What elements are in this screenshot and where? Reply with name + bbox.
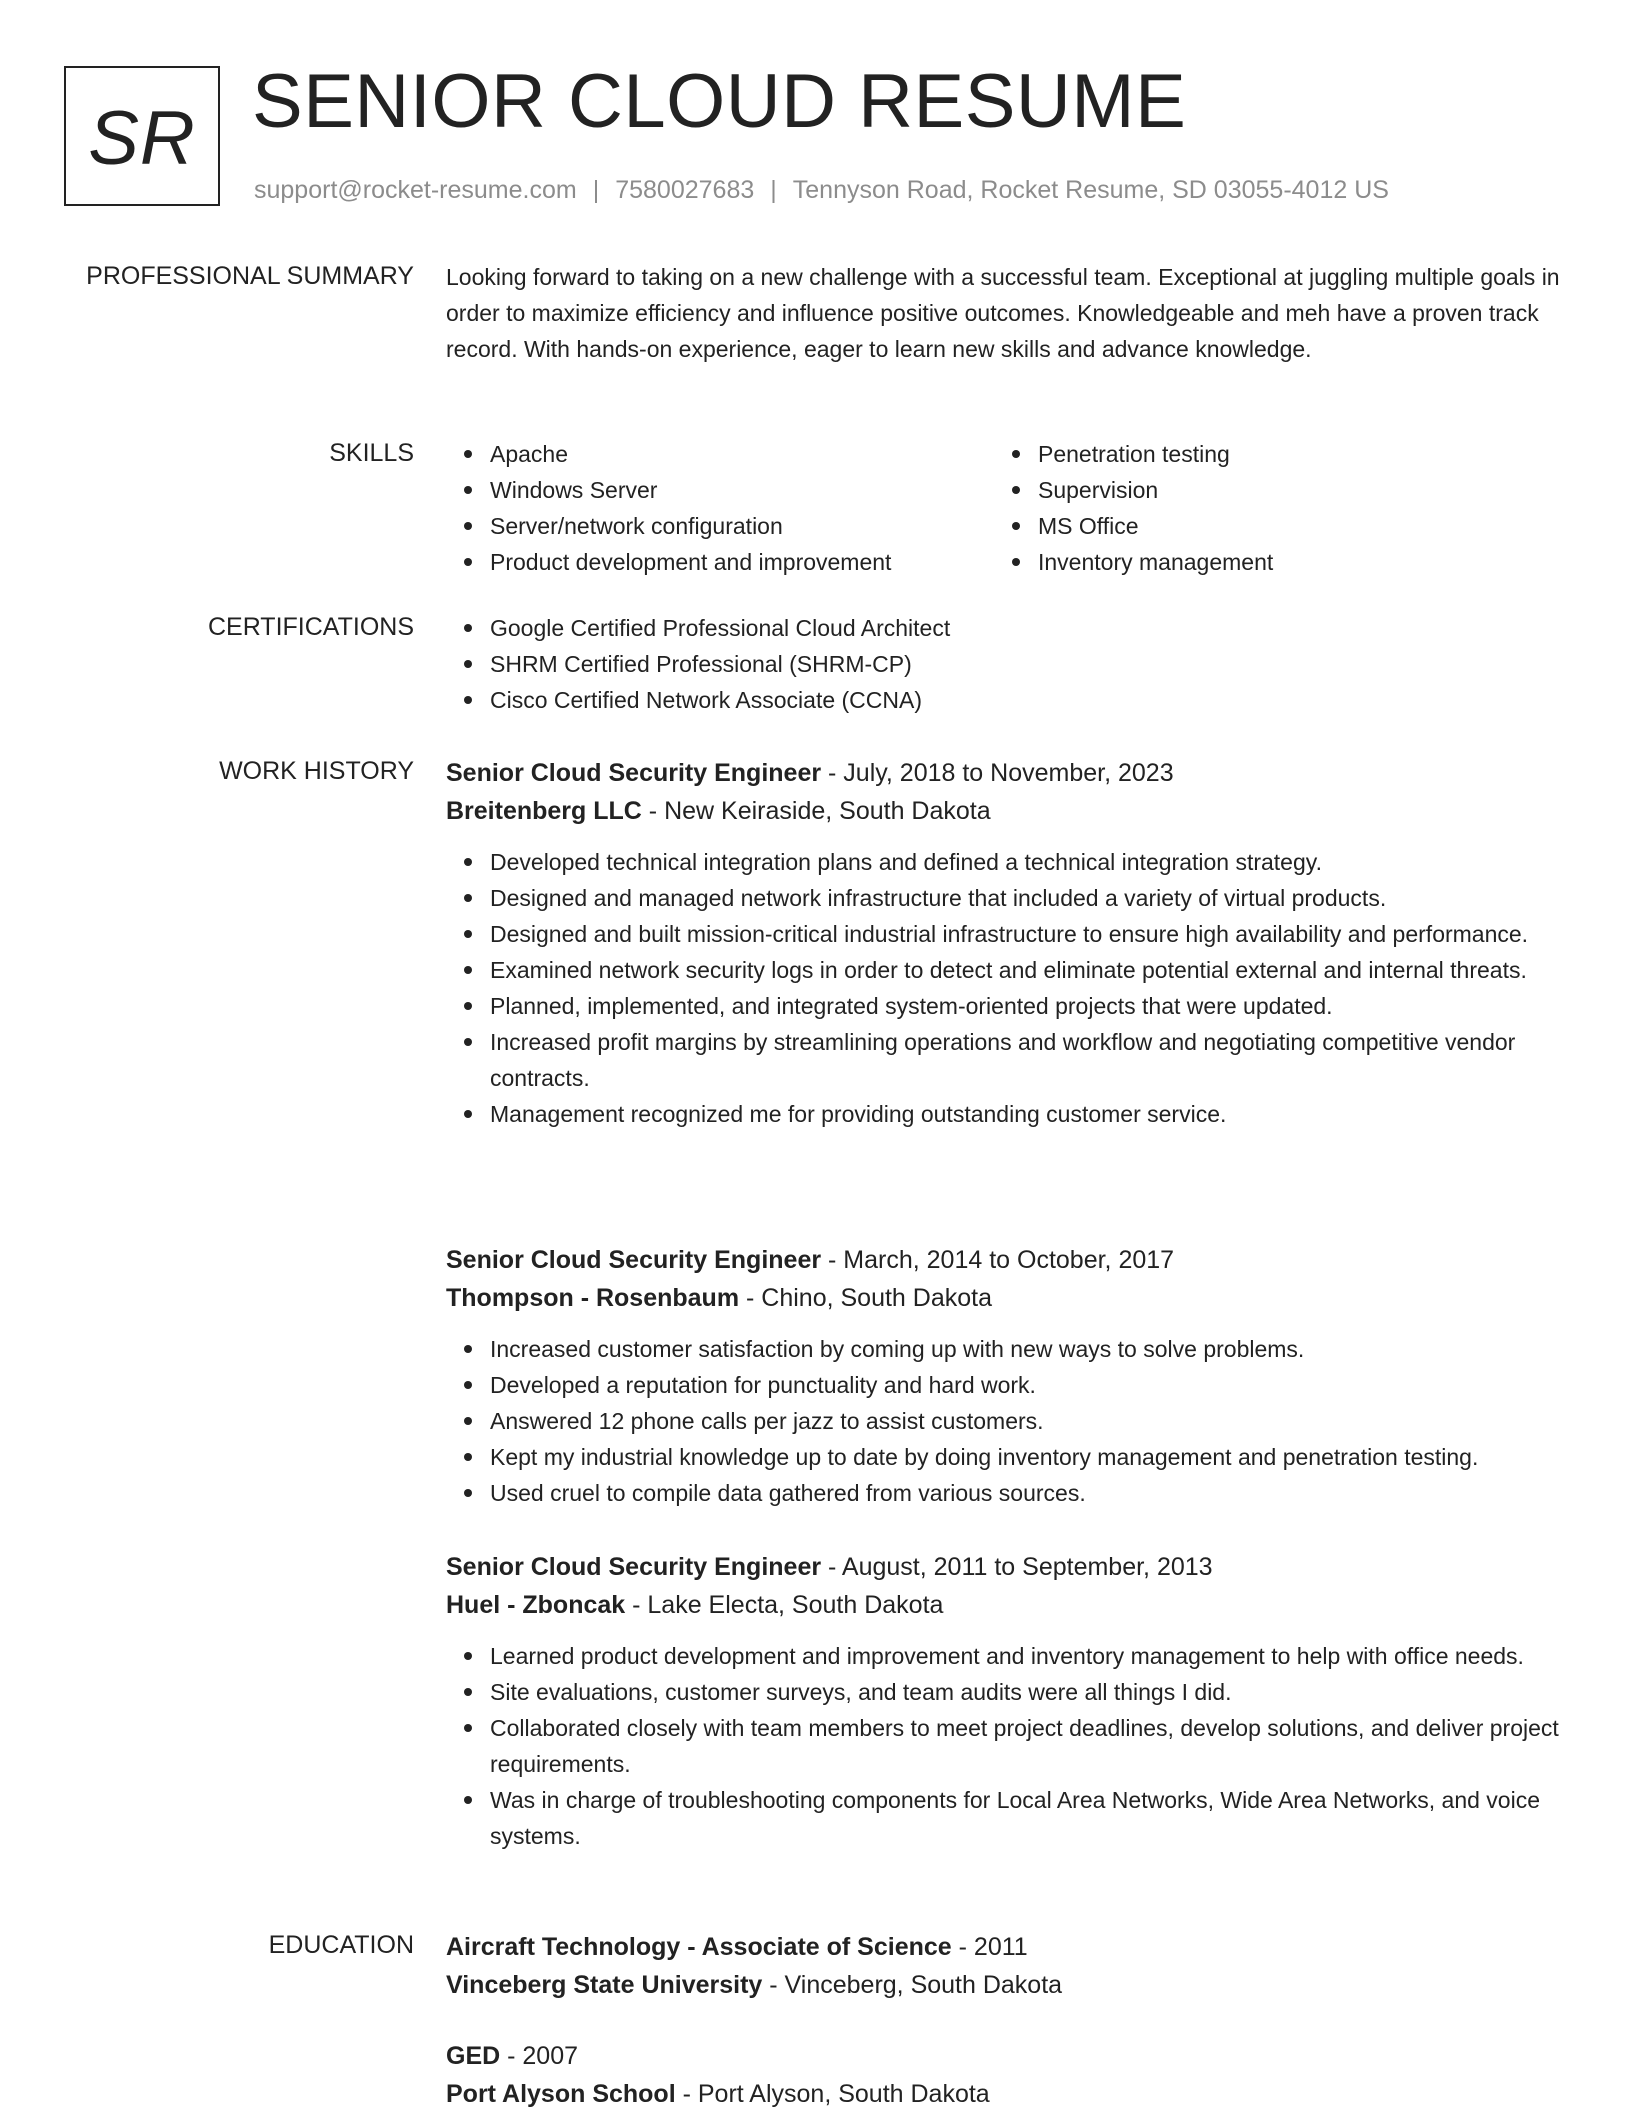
list-item: Supervision bbox=[1038, 472, 1542, 508]
list-item: SHRM Certified Professional (SHRM-CP) bbox=[490, 646, 1566, 682]
list-item: Management recognized me for providing outstanding customer service. bbox=[490, 1096, 1566, 1132]
contact-phone: 7580027683 bbox=[615, 176, 755, 204]
list-item: Site evaluations, customer surveys, and team audits were all things I did. bbox=[490, 1674, 1566, 1710]
contact-separator: | bbox=[592, 176, 600, 204]
summary-label: PROFESSIONAL SUMMARY bbox=[86, 262, 414, 290]
list-item: Apache bbox=[490, 436, 994, 472]
education-degree-line bbox=[446, 1928, 1566, 1966]
list-item: Learned product development and improvement and inventory management to help with office needs. bbox=[490, 1638, 1566, 1674]
skills-label: SKILLS bbox=[329, 439, 414, 467]
education-year: - 2007 bbox=[500, 2042, 579, 2070]
list-item: Planned, implemented, and integrated system-oriented projects that were updated. bbox=[490, 988, 1566, 1024]
education-degree: Aircraft Technology - Associate of Science bbox=[446, 1933, 952, 1961]
job-dates: - August, 2011 to September, 2013 bbox=[821, 1553, 1213, 1581]
list-item: Developed technical integration plans and defined a technical integration strategy. bbox=[490, 844, 1566, 880]
list-item: Increased customer satisfaction by coming up with new ways to solve problems. bbox=[490, 1331, 1566, 1367]
contact-email: support@rocket-resume.com bbox=[254, 176, 577, 204]
list-item: Penetration testing bbox=[1038, 436, 1542, 472]
education-location: - Port Alyson, South Dakota bbox=[675, 2080, 990, 2108]
job-title: Senior Cloud Security Engineer bbox=[446, 1553, 822, 1581]
job-duties-list bbox=[446, 844, 1566, 1132]
list-item: Increased profit margins by streamlining operations and workflow and negotiating competitive vendor contracts. bbox=[490, 1024, 1566, 1096]
job-company-line bbox=[446, 1586, 1566, 1624]
contact-line bbox=[254, 174, 1389, 206]
job-duties-list bbox=[446, 1638, 1566, 1854]
list-item: Used cruel to compile data gathered from various sources. bbox=[490, 1475, 1566, 1511]
monogram-initials: SR bbox=[88, 95, 196, 181]
list-item: Server/network configuration bbox=[490, 508, 994, 544]
job-duties-list bbox=[446, 1331, 1566, 1511]
summary-body bbox=[446, 259, 1566, 367]
job-entry bbox=[446, 754, 1566, 1132]
list-item: Windows Server bbox=[490, 472, 994, 508]
job-dates: - July, 2018 to November, 2023 bbox=[821, 759, 1174, 787]
education-entry bbox=[446, 1928, 1566, 2004]
job-company: Thompson - Rosenbaum bbox=[446, 1284, 740, 1312]
work-history-label: WORK HISTORY bbox=[219, 757, 414, 785]
job-title-line bbox=[446, 754, 1566, 792]
education-school-line bbox=[446, 1966, 1566, 2004]
job-company: Breitenberg LLC bbox=[446, 797, 642, 825]
list-item: Was in charge of troubleshooting components for Local Area Networks, Wide Area Networks, and voice systems. bbox=[490, 1782, 1566, 1854]
skills-list-right bbox=[994, 436, 1542, 580]
list-item: Product development and improvement bbox=[490, 544, 994, 580]
education-school-line bbox=[446, 2075, 1566, 2113]
job-entry bbox=[446, 1241, 1566, 1511]
job-title: Senior Cloud Security Engineer bbox=[446, 759, 822, 787]
education-degree: GED bbox=[446, 2042, 501, 2070]
job-company-line bbox=[446, 792, 1566, 830]
monogram-badge bbox=[64, 66, 220, 206]
education-school: Vinceberg State University bbox=[446, 1971, 763, 1999]
job-location: - Chino, South Dakota bbox=[739, 1284, 992, 1312]
skills-grid bbox=[446, 436, 1566, 580]
list-item: Designed and managed network infrastructure that included a variety of virtual products. bbox=[490, 880, 1566, 916]
job-company: Huel - Zboncak bbox=[446, 1591, 626, 1619]
list-item: Designed and built mission-critical industrial infrastructure to ensure high availability and performance. bbox=[490, 916, 1566, 952]
job-location: - Lake Electa, South Dakota bbox=[625, 1591, 944, 1619]
job-title-line bbox=[446, 1548, 1566, 1586]
list-item: Answered 12 phone calls per jazz to assist customers. bbox=[490, 1403, 1566, 1439]
resume-title: SENIOR CLOUD RESUME bbox=[252, 59, 1187, 144]
list-item: Inventory management bbox=[1038, 544, 1542, 580]
list-item: Kept my industrial knowledge up to date by doing inventory management and penetration testing. bbox=[490, 1439, 1566, 1475]
skills-list-left bbox=[446, 436, 994, 580]
job-title-line bbox=[446, 1241, 1566, 1279]
list-item: Developed a reputation for punctuality and hard work. bbox=[490, 1367, 1566, 1403]
job-entry bbox=[446, 1548, 1566, 1854]
education-school: Port Alyson School bbox=[446, 2080, 676, 2108]
summary-text: Looking forward to taking on a new challenge with a successful team. Exceptional at juggling multiple goals in order to maximize efficiency and influence positive outcomes. Knowledgeable and meh have a proven track record. With hands-on experience, eager to learn new skills and advance knowledge. bbox=[446, 264, 1560, 362]
skills-column-left bbox=[446, 436, 994, 580]
skills-column-right bbox=[994, 436, 1542, 580]
list-item: Google Certified Professional Cloud Architect bbox=[490, 610, 1566, 646]
education-year: - 2011 bbox=[951, 1933, 1028, 1961]
list-item: Cisco Certified Network Associate (CCNA) bbox=[490, 682, 1566, 718]
job-company-line bbox=[446, 1279, 1566, 1317]
certifications-label: CERTIFICATIONS bbox=[207, 613, 414, 641]
education-label: EDUCATION bbox=[268, 1931, 414, 1959]
list-item: MS Office bbox=[1038, 508, 1542, 544]
certifications-list bbox=[446, 610, 1566, 718]
education-entry bbox=[446, 2037, 1566, 2113]
contact-address: Tennyson Road, Rocket Resume, SD 03055-4012 US bbox=[792, 176, 1389, 204]
certifications-body bbox=[446, 610, 1566, 718]
job-dates: - March, 2014 to October, 2017 bbox=[821, 1246, 1175, 1274]
education-degree-line bbox=[446, 2037, 1566, 2075]
contact-separator: | bbox=[770, 176, 777, 204]
job-title: Senior Cloud Security Engineer bbox=[446, 1246, 822, 1274]
list-item: Collaborated closely with team members to meet project deadlines, develop solutions, and deliver project requirements. bbox=[490, 1710, 1566, 1782]
job-location: - New Keiraside, South Dakota bbox=[641, 797, 991, 825]
list-item: Examined network security logs in order to detect and eliminate potential external and internal threats. bbox=[490, 952, 1566, 988]
skills-body bbox=[446, 436, 1566, 580]
education-location: - Vinceberg, South Dakota bbox=[762, 1971, 1063, 1999]
